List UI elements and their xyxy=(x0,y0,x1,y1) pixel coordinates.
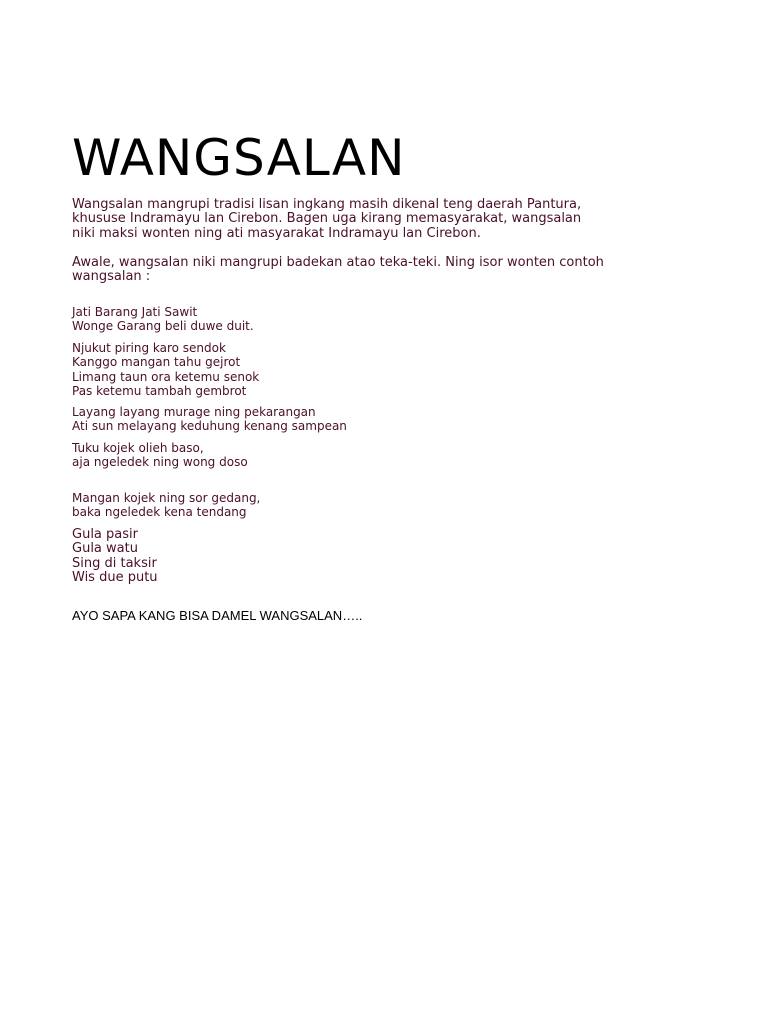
verse-line: Pas ketemu tambah gembrot xyxy=(72,383,247,398)
verse-3 xyxy=(72,405,712,434)
verse-line: Gula watu xyxy=(72,541,138,557)
verse-line: Sing di taksir xyxy=(72,555,157,571)
verse-line: Tuku kojek olieh baso, xyxy=(72,441,204,455)
intro-paragraph-2 xyxy=(72,256,712,285)
verse-line: Mangan kojek ning sor gedang, xyxy=(72,491,261,505)
intro-line: niki maksi wonten ning ati masyarakat Indramayu lan Cirebon. xyxy=(72,225,481,241)
verse-line: Wonge Garang beli duwe duit. xyxy=(72,319,254,334)
verse-line: Kanggo mangan tahu gejrot xyxy=(72,355,241,370)
intro-line: khususe Indramayu lan Cirebon. Bagen uga kirang memasyarakat, wangsalan xyxy=(72,211,582,227)
verse-line: Gula pasir xyxy=(72,527,138,542)
verse-5 xyxy=(72,491,712,520)
verse-line: Njukut piring karo sendok xyxy=(72,341,226,355)
verse-line: Ati sun melayang keduhung kenang sampean xyxy=(72,419,347,434)
intro-line: Wangsalan mangrupi tradisi lisan ingkang masih dikenal teng daerah Pantura, xyxy=(72,197,582,212)
verse-line: Layang layang murage ning pekarangan xyxy=(72,405,316,419)
closing-line: AYO SAPA KANG BISA DAMEL WANGSALAN….. xyxy=(72,608,363,623)
verse-2 xyxy=(72,341,712,398)
verse-line: baka ngeledek kena tendang xyxy=(72,505,247,520)
intro-line: wangsalan : xyxy=(72,269,151,285)
verse-line: Jati Barang Jati Sawit xyxy=(72,305,198,319)
verse-6 xyxy=(72,528,712,585)
intro-paragraph xyxy=(72,198,712,241)
verse-line: aja ngeledek ning wong doso xyxy=(72,455,248,470)
verse-line: Limang taun ora ketemu senok xyxy=(72,369,260,384)
verse-line: Wis due putu xyxy=(72,569,158,585)
verse-1 xyxy=(72,305,712,334)
verse-4 xyxy=(72,441,712,470)
page-title: WANGSALAN xyxy=(72,129,406,187)
intro-line: Awale, wangsalan niki mangrupi badekan atao teka-teki. Ning isor wonten contoh xyxy=(72,255,604,270)
